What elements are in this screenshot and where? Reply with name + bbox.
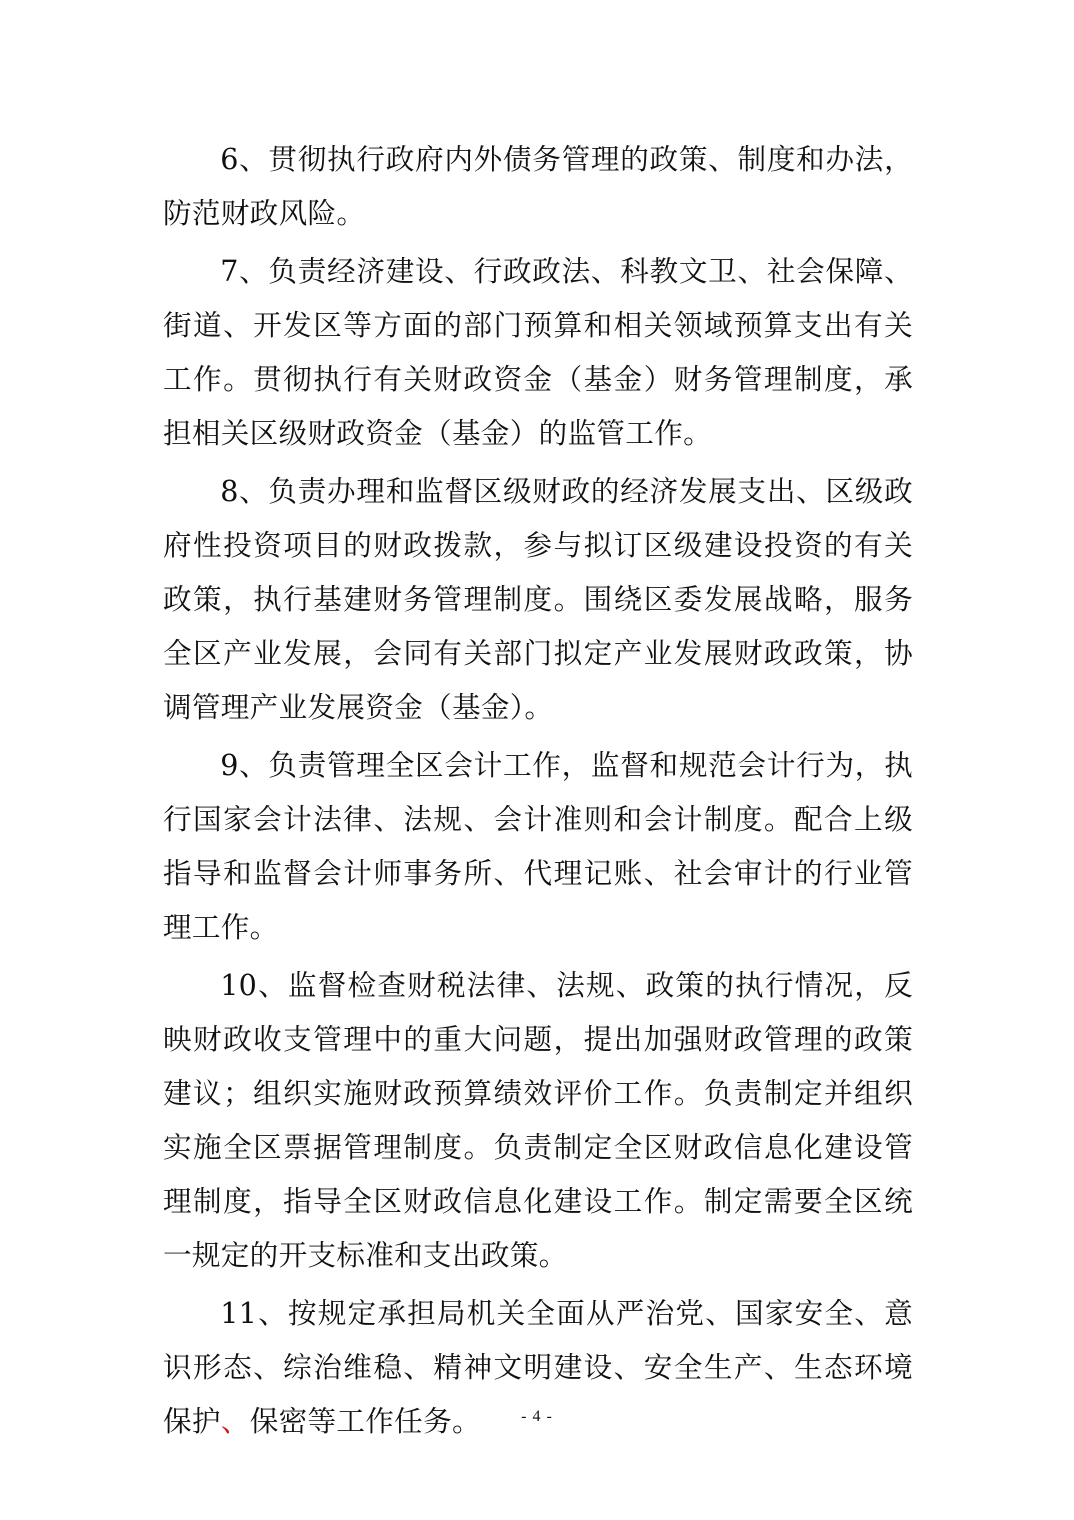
document-body [163,132,913,1448]
paragraph-item-11-text-after: 保密等工作任务。 [249,1404,481,1438]
paragraph-item-11-red-mark: 、 [220,1404,250,1438]
paragraph-item-7: 7、负责经济建设、行政政法、科教文卫、社会保障、街道、开发区等方面的部门预算和相关领域预算支出有关工作。贯彻执行有关财政资金（基金）财务管理制度，承担相关区级财政资金（基金）的监管工作。 [163,254,913,450]
paragraph-item-10: 10、监督检查财税法律、法规、政策的执行情况，反映财政收支管理中的重大问题，提出加强财政管理的政策建议；组织实施财政预算绩效评价工作。负责制定并组织实施全区票据管理制度。负责制定全区财政信息化建设管理制度，指导全区财政信息化建设工作。制定需要全区统一规定的开支标准和支出政策。 [163,968,913,1272]
paragraph-item-8: 8、负责办理和监督区级财政的经济发展支出、区级政府性投资项目的财政拨款，参与拟订区级建设投资的有关政策，执行基建财务管理制度。围绕区委发展战略，服务全区产业发展，会同有关部门拟定产业发展财政政策，协调管理产业发展资金（基金）。 [163,474,913,724]
paragraph-item-11-text-before: 11、按规定承担局机关全面从严治党、国家安全、意识形态、综治维稳、精神文明建设、安全生产、生态环境保护 [163,1296,913,1438]
page-number: - 4 - [521,1408,553,1425]
paragraph-item-6: 6、贯彻执行政府内外债务管理的政策、制度和办法，防范财政风险。 [163,142,913,230]
paragraph-item-9: 9、负责管理全区会计工作，监督和规范会计行为，执行国家会计法律、法规、会计准则和会计制度。配合上级指导和监督会计师事务所、代理记账、社会审计的行业管理工作。 [163,748,913,944]
